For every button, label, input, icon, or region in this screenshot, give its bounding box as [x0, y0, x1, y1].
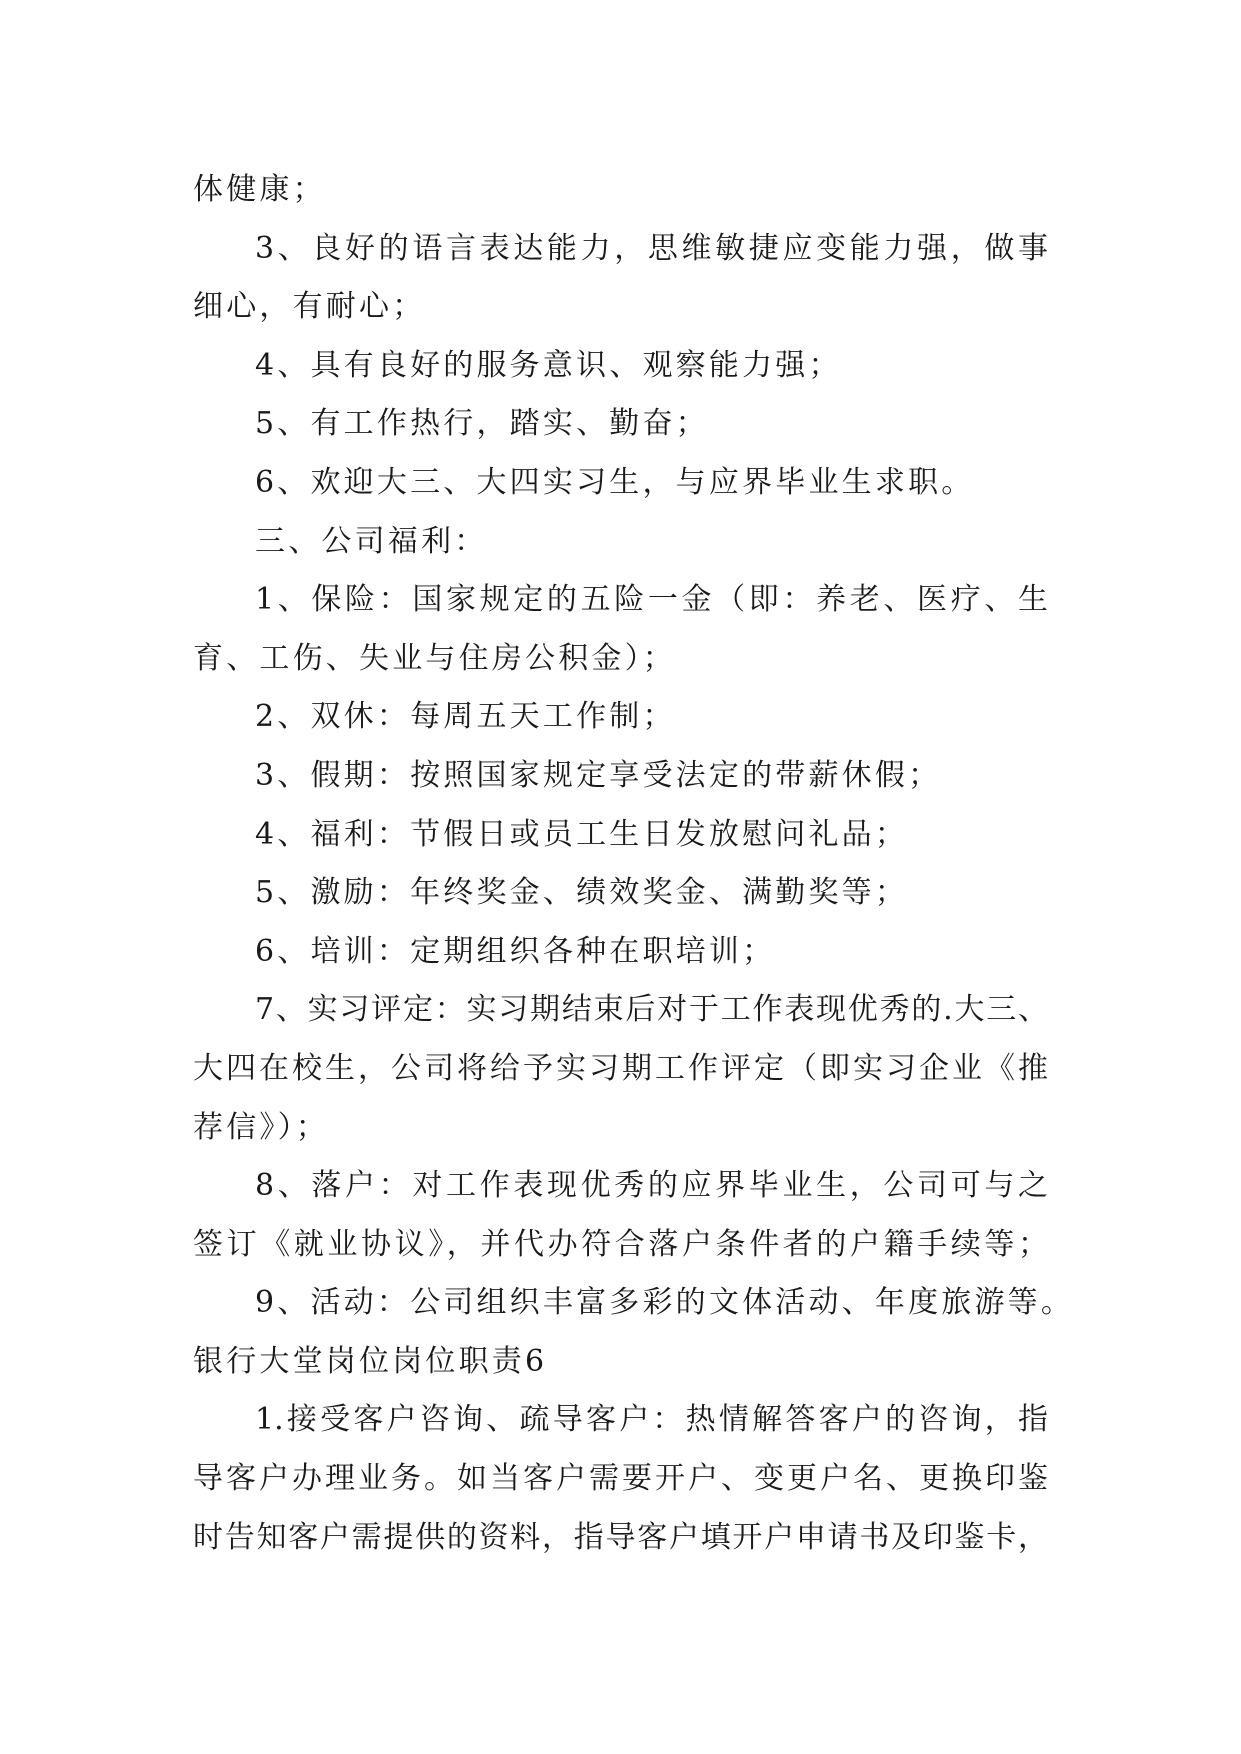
text-line: 1.接受客户咨询、疏导客户：热情解答客户的咨询，指: [255, 1402, 1048, 1438]
text-line: 时告知客户需提供的资料，指导客户填开户申请书及印鉴卡，: [193, 1519, 1048, 1555]
text-line: 6、培训：定期组织各种在职培训；: [255, 933, 776, 969]
text-line: 5、激励：年终奖金、绩效奖金、满勤奖等；: [255, 875, 909, 911]
text-line: 导客户办理业务。如当客户需要开户、变更户名、更换印鉴: [193, 1461, 1048, 1497]
text-line: 7、实习评定：实习期结束后对于工作表现优秀的.大三、: [255, 992, 1048, 1028]
text-line: 体健康；: [193, 172, 326, 207]
text-line: 6、欢迎大三、大四实习生，与应界毕业生求职。: [255, 464, 975, 500]
text-line: 签订《就业协议》，并代办符合落户条件者的户籍手续等；: [193, 1226, 1048, 1262]
text-line: 1、保险：国家规定的五险一金（即：养老、医疗、生: [255, 582, 1048, 618]
text-line: 4、福利：节假日或员工生日发放慰问礼品；: [255, 816, 909, 852]
section-heading: 银行大堂岗位岗位职责6: [193, 1343, 548, 1379]
text-line: 3、良好的语言表达能力，思维敏捷应变能力强，做事: [255, 230, 1048, 266]
text-line: 9、活动：公司组织丰富多彩的文体活动、年度旅游等。: [255, 1285, 1075, 1321]
text-line: 5、有工作热行，踏实、勤奋；: [255, 406, 709, 442]
text-line: 荐信》）；: [193, 1109, 329, 1145]
text-line: 细心，有耐心；: [193, 289, 426, 325]
text-line: 大四在校生，公司将给予实习期工作评定（即实习企业《推: [193, 1050, 1048, 1086]
document-body: [193, 161, 1075, 1567]
text-line: 2、双休：每周五天工作制；: [255, 699, 676, 735]
text-line: 4、具有良好的服务意识、观察能力强；: [255, 347, 842, 383]
text-line: 3、假期：按照国家规定享受法定的带薪休假；: [255, 757, 942, 793]
text-line: 育、工伤、失业与住房公积金）；: [193, 640, 676, 676]
text-line: 8、落户：对工作表现优秀的应界毕业生，公司可与之: [255, 1168, 1048, 1204]
section-heading: 三、公司福利：: [255, 523, 488, 559]
